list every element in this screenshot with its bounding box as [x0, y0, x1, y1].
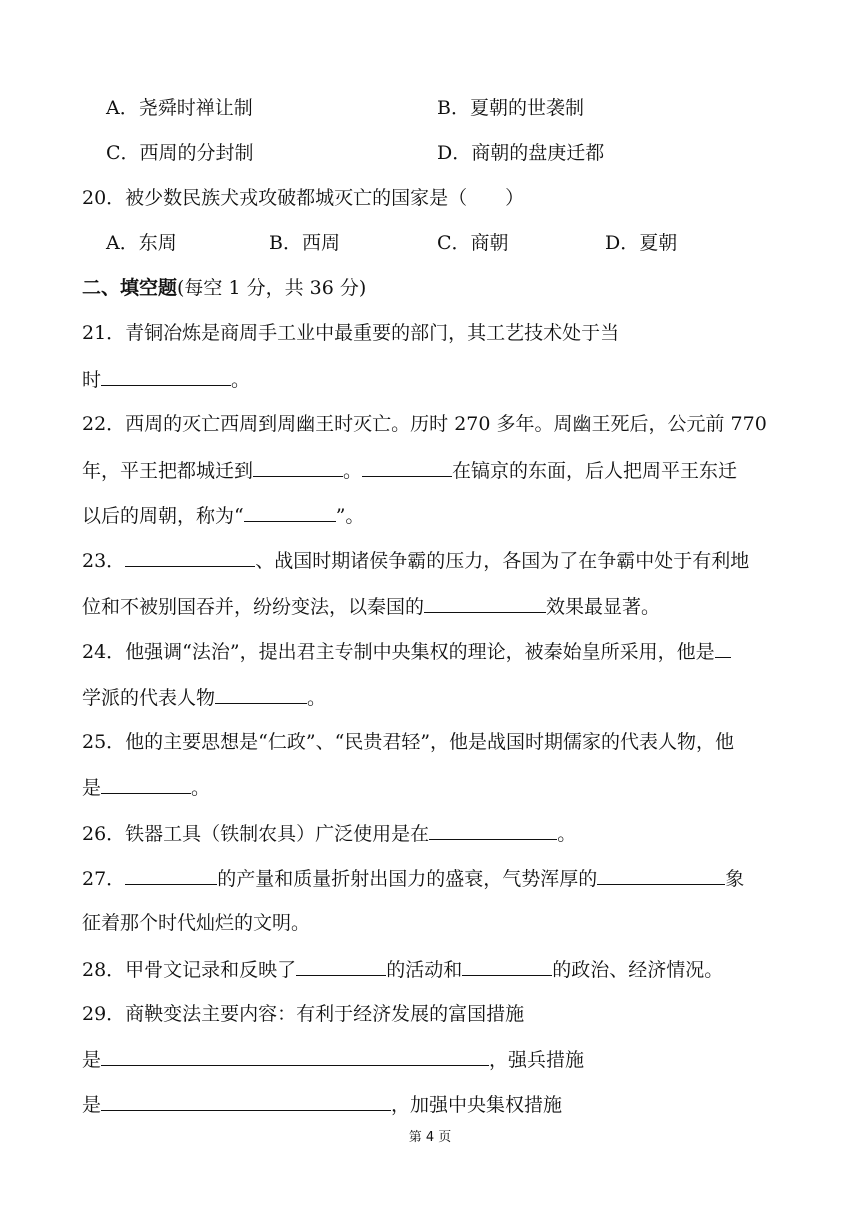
- q29-line-1: 29．商鞅变法主要内容：有利于经济发展的富国措施: [82, 1003, 525, 1025]
- q27-line-2: 征着那个时代灿烂的文明。: [82, 912, 311, 934]
- section-note: (每空 1 分，共 36 分): [177, 277, 367, 299]
- q21-line-2: [82, 367, 250, 392]
- q26-line-1: [82, 821, 576, 846]
- q29-text: 是: [82, 1094, 102, 1116]
- section-title: 二、填空题: [82, 277, 178, 299]
- answer-blank[interactable]: [244, 503, 336, 522]
- q23-line-2: [82, 594, 660, 619]
- q22-text: 以后的周朝，称为“: [82, 505, 244, 527]
- section-heading: [82, 276, 366, 300]
- q25-text: 。: [191, 777, 211, 799]
- q27-text: 27．: [82, 868, 126, 890]
- answer-blank[interactable]: [715, 639, 731, 658]
- q29-text: ，强兵措施: [489, 1049, 585, 1071]
- q19-option-c: C．西周的分封制: [106, 142, 254, 164]
- q22-text: ”。: [335, 505, 365, 527]
- q28-line-1: [82, 957, 723, 982]
- page-number: 第 4 页: [408, 1130, 452, 1145]
- answer-blank[interactable]: [215, 685, 307, 704]
- answer-blank[interactable]: [429, 821, 557, 840]
- q20-option-d: D．夏朝: [605, 232, 678, 254]
- q27-line-1: [82, 866, 744, 891]
- q23-text: 位和不被别国吞并，纷纷变法，以秦国的: [82, 596, 425, 618]
- q29-text: ，加强中央集权措施: [391, 1094, 563, 1116]
- q28-text: 的政治、经济情况。: [552, 959, 724, 981]
- answer-blank[interactable]: [462, 957, 552, 976]
- q29-line-3: [82, 1092, 562, 1117]
- q23-text: 、战国时期诸侯争霸的压力，各国为了在争霸中处于有利地: [255, 550, 750, 572]
- q29-text: 是: [82, 1049, 102, 1071]
- q21-line-1: 21．青铜冶炼是商周手工业中最重要的部门，其工艺技术处于当: [82, 322, 620, 344]
- q24-line-1: [82, 639, 731, 664]
- q23-text: 效果最显著。: [546, 596, 661, 618]
- q24-text: 学派的代表人物: [82, 687, 216, 709]
- q28-text: 的活动和: [386, 959, 463, 981]
- answer-blank[interactable]: [597, 866, 725, 885]
- q25-text: 是: [82, 777, 102, 799]
- q22-text: 在镐京的东面，后人把周平王东迁: [452, 460, 738, 482]
- q27-text: 的产量和质量折射出国力的盛衰，气势浑厚的: [217, 868, 598, 890]
- answer-blank[interactable]: [101, 1092, 391, 1111]
- q24-text: 。: [307, 687, 327, 709]
- q22-line-3: [82, 503, 364, 528]
- q25-line-2: [82, 775, 210, 800]
- q26-text: 26．铁器工具（铁制农具）广泛使用是在: [82, 823, 430, 845]
- q24-text: 24．他强调“法治”，提出君主专制中央集权的理论，被秦始皇所采用，他是: [82, 641, 715, 663]
- answer-blank[interactable]: [296, 957, 386, 976]
- q23-line-1: [82, 548, 749, 573]
- q29-line-2: [82, 1047, 584, 1072]
- q22-text: 。: [343, 460, 363, 482]
- q20-stem: 20．被少数民族犬戎攻破都城灭亡的国家是（ ）: [82, 187, 525, 209]
- q21-text: 。: [231, 369, 251, 391]
- q19-option-b: B．夏朝的世袭制: [437, 97, 584, 119]
- q28-text: 28．甲骨文记录和反映了: [82, 959, 297, 981]
- q22-line-1: 22．西周的灭亡西周到周幽王时灭亡。历时 270 多年。周幽王死后，公元前 770: [82, 413, 767, 435]
- q19-option-a: A．尧舜时禅让制: [106, 97, 253, 119]
- q27-text: 象: [725, 868, 745, 890]
- q20-option-c: C．商朝: [437, 232, 509, 254]
- answer-blank[interactable]: [362, 458, 452, 477]
- q22-text: 年，平王把都城迁到: [82, 460, 254, 482]
- q21-text: 时: [82, 369, 102, 391]
- answer-blank[interactable]: [101, 1047, 489, 1066]
- q22-line-2: [82, 458, 737, 483]
- q25-line-1: 25．他的主要思想是“仁政”、“民贵君轻”，他是战国时期儒家的代表人物，他: [82, 731, 735, 753]
- q26-text: 。: [557, 823, 577, 845]
- answer-blank[interactable]: [125, 866, 217, 885]
- answer-blank[interactable]: [101, 775, 191, 794]
- answer-blank[interactable]: [101, 367, 231, 386]
- q24-line-2: [82, 685, 326, 710]
- answer-blank[interactable]: [253, 458, 343, 477]
- q23-text: 23．: [82, 550, 126, 572]
- answer-blank[interactable]: [424, 594, 546, 613]
- q20-option-a: A．东周: [106, 232, 177, 254]
- q20-option-b: B．西周: [269, 232, 340, 254]
- q19-option-d: D．商朝的盘庚迁都: [437, 142, 605, 164]
- answer-blank[interactable]: [125, 548, 255, 567]
